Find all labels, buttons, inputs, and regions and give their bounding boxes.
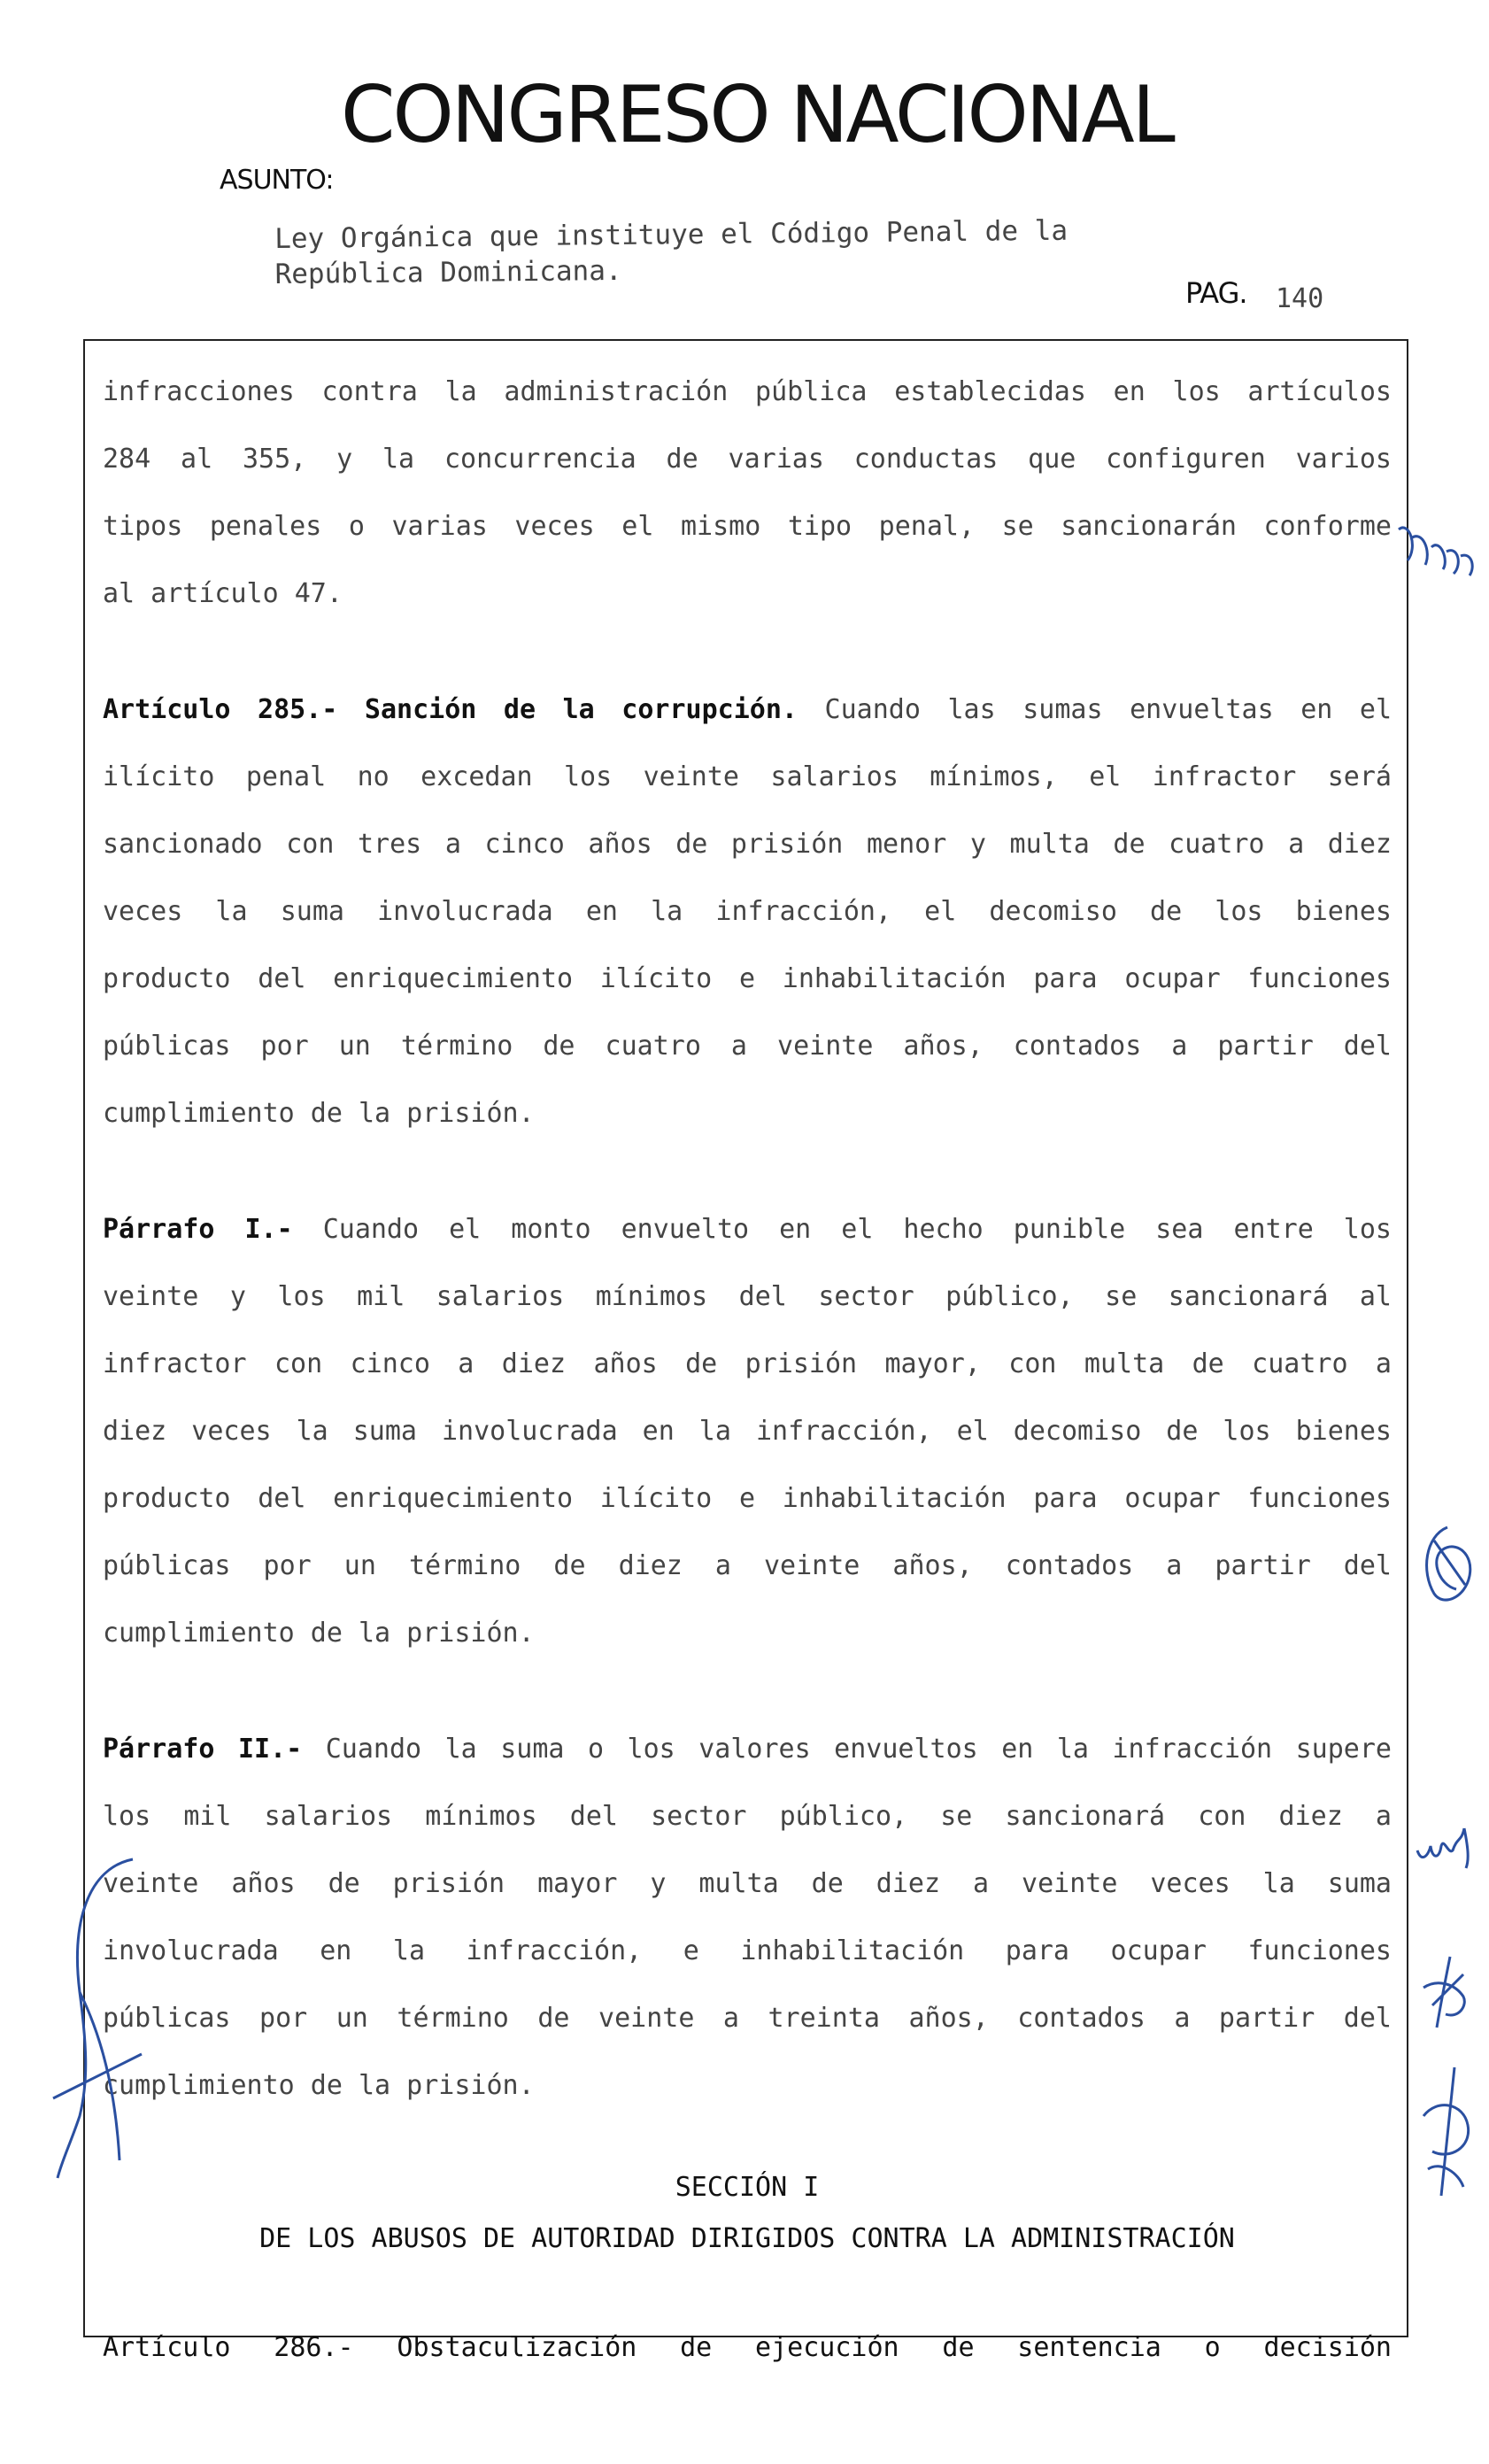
body-line: los mil salarios mínimos del sector público, se sancionará con diez a — [103, 1801, 1392, 1832]
body-line: públicas por un término de diez a veinte años, contados a partir del — [103, 1550, 1392, 1581]
body-line: públicas por un término de cuatro a veinte años, contados a partir del — [103, 1031, 1392, 1062]
subject-text — [274, 213, 1069, 292]
body-line: cumplimiento de la prisión. — [103, 2070, 535, 2101]
document-body — [103, 359, 1392, 2382]
parrafo-1-heading: Párrafo I.- — [103, 1214, 293, 1245]
body-line: producto del enriquecimiento ilícito e inhabilitación para ocupar funciones — [103, 1483, 1392, 1514]
body-line: cumplimiento de la prisión. — [103, 1618, 535, 1649]
article-286-line: Artículo 286.- Obstaculización de ejecución de sentencia o decisión — [103, 2332, 1392, 2363]
parrafo-2-heading: Párrafo II.- — [103, 1734, 303, 1765]
body-line: producto del enriquecimiento ilícito e inhabilitación para ocupar funciones — [103, 963, 1392, 994]
body-line: veinte y los mil salarios mínimos del sector público, se sancionará al — [103, 1281, 1392, 1312]
article-285-text: Cuando las sumas envueltas en el — [797, 694, 1392, 725]
article-285-heading: Artículo 285.- Sanción de la corrupción. — [103, 694, 798, 725]
subject-line: Ley Orgánica que instituye el Código Penal de la — [274, 214, 1069, 255]
margin-signature-3 — [1415, 1952, 1477, 2032]
parrafo-1-text: Cuando el monto envuelto en el hecho punible sea entre los — [292, 1214, 1392, 1245]
body-line: veces la suma involucrada en la infracción, el decomiso de los bienes — [103, 896, 1392, 927]
article-285-first-line — [103, 676, 1392, 744]
body-line: 284 al 355, y la concurrencia de varias conductas que configuren varios — [103, 444, 1392, 475]
body-line: involucrada en la infracción, e inhabilitación para ocupar funciones — [103, 1935, 1392, 1966]
body-line: infracciones contra la administración pública establecidas en los artículos — [103, 376, 1392, 407]
body-line: veinte años de prisión mayor y multa de diez a veinte veces la suma — [103, 1868, 1392, 1899]
body-line: infractor con cinco a diez años de prisión mayor, con multa de cuatro a — [103, 1348, 1392, 1379]
body-line: ilícito penal no excedan los veinte salarios mínimos, el infractor será — [103, 761, 1392, 792]
parrafo-2-first-line — [103, 1716, 1392, 1783]
asunto-label: ASUNTO: — [220, 165, 334, 196]
body-line: sancionado con tres a cinco años de prisión menor y multa de cuatro a diez — [103, 829, 1392, 860]
margin-signature-4 — [1415, 2063, 1481, 2205]
body-line: tipos penales o varias veces el mismo tipo penal, se sancionarán conforme — [103, 511, 1392, 542]
page-label: PAG. — [1185, 276, 1247, 310]
section-title: SECCIÓN I — [675, 2172, 820, 2203]
section-subtitle: DE LOS ABUSOS DE AUTORIDAD DIRIGIDOS CONTRA LA ADMINISTRACIÓN — [259, 2223, 1235, 2254]
parrafo-2-text: Cuando la suma o los valores envueltos en la infracción supere — [302, 1734, 1392, 1765]
body-line: públicas por un término de veinte a treinta años, contados a partir del — [103, 2003, 1392, 2034]
subject-line: República Dominicana. — [274, 254, 622, 290]
margin-signature-1 — [1416, 1523, 1478, 1611]
body-line: al artículo 47. — [103, 578, 343, 609]
margin-initials-signature — [1392, 512, 1489, 583]
body-line: diez veces la suma involucrada en la infracción, el decomiso de los bienes — [103, 1416, 1392, 1447]
congress-title: CONGRESO NACIONAL — [341, 69, 1173, 160]
page-number: 140 — [1276, 283, 1324, 314]
left-margin-flourish-signature — [35, 1850, 150, 2187]
margin-signature-2 — [1413, 1819, 1475, 1873]
body-line: cumplimiento de la prisión. — [103, 1098, 535, 1129]
parrafo-1-first-line — [103, 1196, 1392, 1263]
